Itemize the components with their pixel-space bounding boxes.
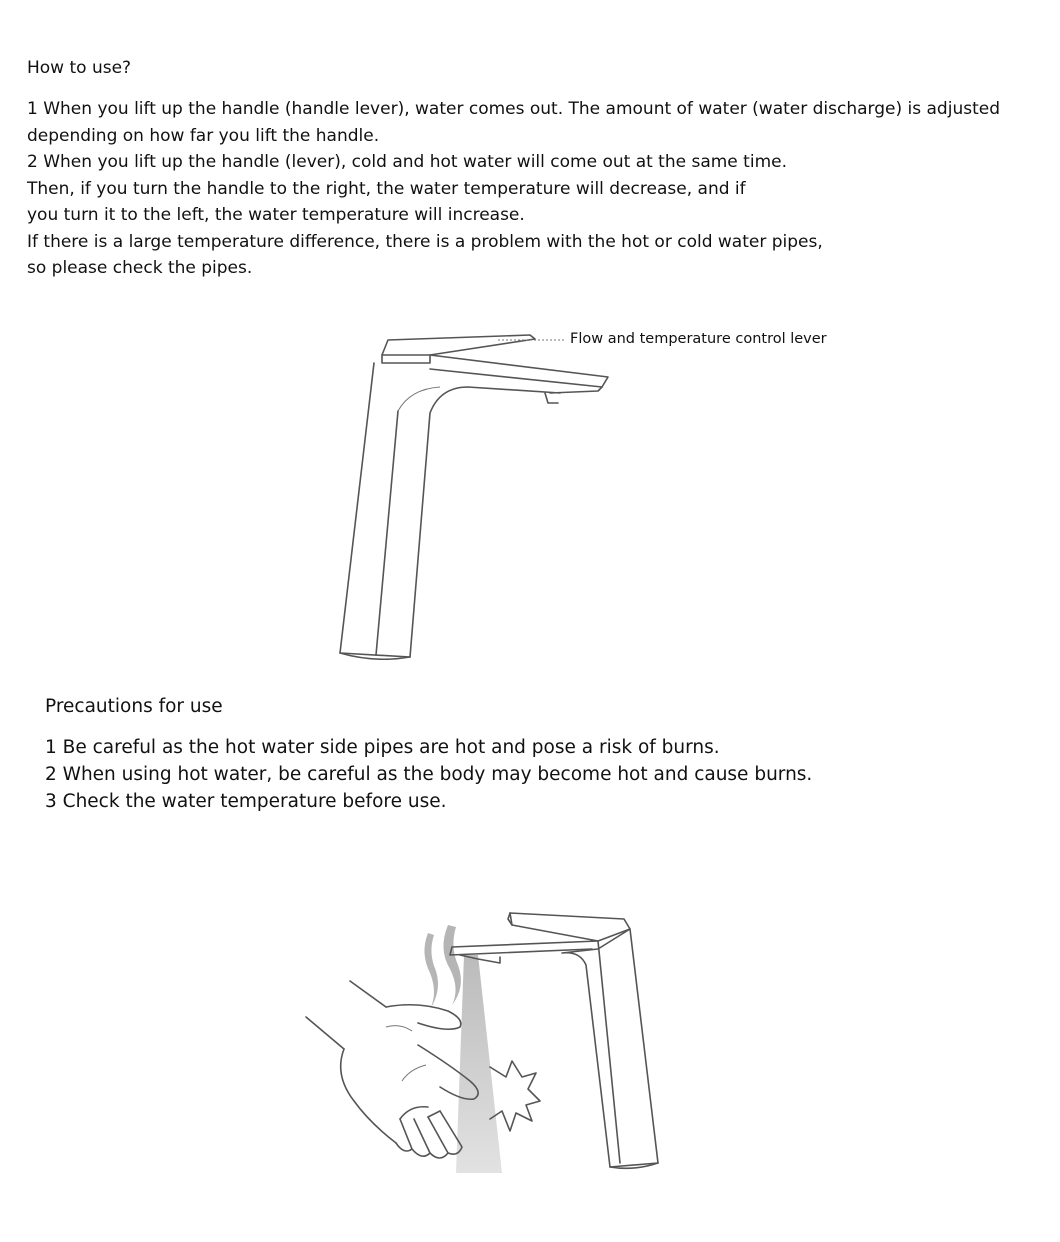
- lever-label: Flow and temperature control lever: [570, 331, 827, 347]
- instruction-line: 2 When you lift up the handle (lever), cold and hot water will come out at the same time.: [27, 152, 787, 172]
- instruction-line: 1 When you lift up the handle (handle lever), water comes out. The amount of water (water discharge) is adjusted: [27, 99, 1000, 119]
- spout: [450, 941, 598, 955]
- instruction-line: If there is a large temperature difference, there is a problem with the hot or cold water pipes,: [27, 231, 823, 252]
- hand-icon: [306, 981, 478, 1158]
- spout: [430, 355, 608, 387]
- instruction-line: Then, if you turn the handle to the right, the water temperature will decrease, and if: [27, 178, 746, 199]
- precaution-line: 1 Be careful as the hot water side pipes are hot and pose a risk of burns.: [45, 737, 720, 758]
- precaution-line: 2 When using hot water, be careful as the body may become hot and cause burns.: [45, 764, 813, 785]
- faucet-diagram: [330, 325, 620, 660]
- lever-plate: [382, 335, 535, 355]
- hot-water-warning-illustration: [300, 905, 670, 1180]
- instruction-line: depending on how far you lift the handle.: [27, 125, 380, 146]
- faucet-body: [562, 929, 658, 1167]
- instruction-line: so please check the pipes.: [27, 258, 253, 278]
- precautions-list: [45, 734, 812, 815]
- how-to-use-heading: How to use?: [27, 58, 132, 78]
- how-to-use-instructions: [27, 96, 1052, 282]
- steam-icon: [424, 925, 460, 1009]
- lever-plate: [510, 913, 630, 941]
- precautions-heading: Precautions for use: [45, 696, 223, 717]
- burn-burst-icon: [490, 1061, 540, 1131]
- water-stream: [456, 955, 502, 1173]
- instruction-line: you turn it to the left, the water temperature will increase.: [27, 205, 525, 225]
- precaution-line: 3 Check the water temperature before use.: [45, 791, 447, 812]
- faucet-body: [340, 363, 560, 657]
